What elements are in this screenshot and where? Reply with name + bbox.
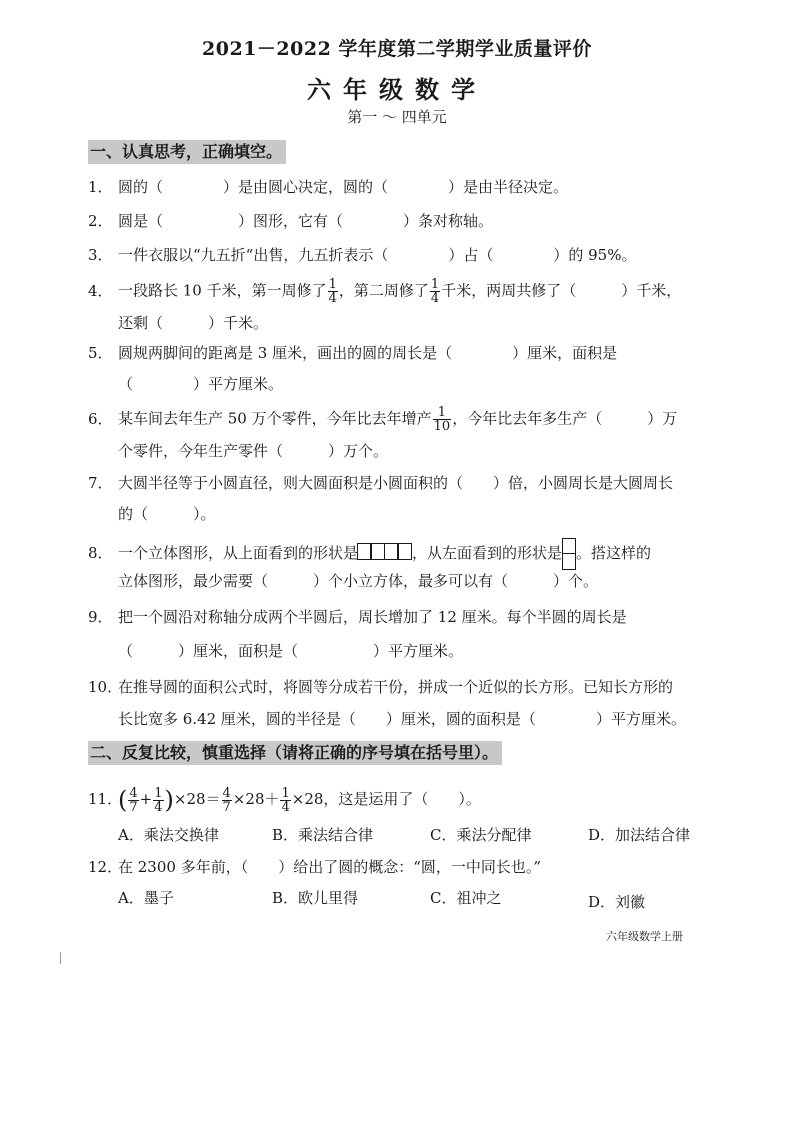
fraction-numerator: 1: [281, 785, 290, 801]
question-text: ，第二周修了: [338, 281, 429, 300]
question-text: 。搭这样的: [576, 544, 652, 562]
question-number: 4．: [88, 281, 113, 300]
fraction: [128, 787, 138, 814]
question-text: 圆规两脚间的距离是 3 厘米，画出的圆的周长是（ ）厘米，面积是: [118, 344, 618, 362]
question-9-line-2: （ ）厘米，面积是（ ）平方厘米。: [118, 642, 464, 660]
right-paren: ): [164, 786, 174, 814]
question-2: [88, 210, 708, 232]
q12-option-b: B．欧儿里得: [272, 889, 359, 907]
question-number: 8．: [88, 544, 113, 562]
fraction: [222, 787, 232, 814]
fraction-numerator: 1: [430, 277, 440, 292]
question-text: ，今年比去年多生产（ ）万: [452, 409, 678, 428]
fraction-numerator: 4: [129, 785, 138, 801]
fraction: [280, 787, 290, 814]
question-11: [88, 784, 708, 815]
question-text: 某车间去年生产 50 万个零件，今年比去年增产: [118, 409, 432, 428]
fraction: [328, 278, 338, 305]
question-number: 6．: [88, 409, 113, 428]
top-view-diagram: [358, 543, 412, 566]
question-number: 3．: [88, 246, 113, 264]
question-number: 10．: [88, 678, 123, 696]
plus-sign: +: [139, 790, 153, 808]
question-text: 圆是（ ）图形，它有（ ）条对称轴。: [118, 212, 494, 230]
q12-option-c: C．祖冲之: [430, 889, 502, 907]
question-3: [88, 244, 708, 266]
question-7: [88, 472, 708, 494]
question-text: ，从左面看到的形状是: [412, 544, 563, 562]
fraction-denominator: 4: [430, 291, 440, 306]
fraction-numerator: 1: [328, 277, 337, 292]
page-footer: 六年级数学上册: [606, 930, 683, 943]
question-4: [88, 278, 708, 305]
q11-option-b: B．乘法结合律: [272, 826, 374, 844]
question-text: 在 2300 多年前，（ ）给出了圆的概念：“圆，一中同长也。”: [118, 858, 542, 876]
question-6-line-2: 个零件，今年生产零件（ ）万个。: [118, 442, 389, 460]
q11-option-a: A．乘法交换律: [118, 826, 219, 844]
question-text: 把一个圆沿对称轴分成两个半圆后，周长增加了 12 厘米。每个半圆的周长是: [118, 608, 627, 626]
fraction: [153, 787, 163, 814]
question-number: 1．: [88, 178, 113, 196]
question-number: 12．: [88, 858, 123, 876]
fraction-denominator: 7: [129, 799, 138, 815]
section-1-heading: 一、认真思考，正确填空。: [88, 140, 286, 164]
q11-option-d: D．加法结合律: [588, 826, 691, 844]
question-number: 11．: [88, 790, 123, 808]
question-text: 一段路长 10 千米，第一周修了: [118, 281, 327, 300]
question-number: 7．: [88, 474, 113, 492]
scan-margin-mark: [60, 952, 61, 964]
question-number: 5．: [88, 344, 113, 362]
fraction-denominator: 4: [154, 799, 163, 815]
fraction-numerator: 4: [222, 785, 231, 801]
fraction-denominator: 4: [281, 799, 290, 815]
question-number: 9．: [88, 608, 113, 626]
question-text: 大圆半径等于小圆直径，则大圆面积是小圆面积的（ ）倍，小圆周长是大圆周长: [118, 474, 674, 492]
left-paren: (: [118, 786, 128, 814]
question-6: [88, 406, 708, 433]
question-number: 2．: [88, 212, 113, 230]
question-text: 一件衣服以“九五折“出售，九五折表示（ ）占（ ）的 95%。: [118, 246, 637, 264]
q12-option-d: D．刘徽: [588, 893, 646, 911]
fraction: [430, 278, 440, 305]
question-5: [88, 342, 708, 364]
page-title: 2021－2022 学年度第二学期学业质量评价: [202, 38, 592, 60]
unit-range: 第一 ～ 四单元: [347, 108, 447, 126]
question-text: ×28＋: [232, 790, 280, 808]
fraction: [433, 406, 452, 433]
fraction-denominator: 4: [328, 291, 337, 306]
side-view-diagram: [562, 538, 576, 570]
question-8: [88, 538, 708, 570]
question-10: [88, 676, 708, 698]
section-2-heading: 二、反复比较，慎重选择（请将正确的序号填在括号里）。: [88, 741, 502, 765]
question-8-line-2: 立体图形，最少需要（ ）个小立方体，最多可以有（ ）个。: [118, 572, 599, 590]
fraction-denominator: 7: [222, 799, 231, 815]
question-1: [88, 176, 708, 198]
fraction-numerator: 1: [154, 785, 163, 801]
question-text: ×28，这是运用了（ ）。: [291, 790, 481, 808]
page-subtitle: 六年级数学: [307, 75, 487, 104]
question-text: 一个立体图形，从上面看到的形状是: [118, 544, 359, 562]
question-text: 在推导圆的面积公式时，将圆等分成若干份，拼成一个近似的长方形。已知长方形的: [118, 678, 674, 696]
question-12: [88, 856, 708, 878]
fraction-numerator: 1: [433, 406, 452, 420]
q12-option-a: A．墨子: [118, 889, 174, 907]
question-7-line-2: 的（ ）。: [118, 505, 216, 523]
question-text: 千米，两周共修了（ ）千米，: [441, 281, 682, 300]
question-9: [88, 606, 708, 628]
question-10-line-2: 长比宽多 6.42 厘米，圆的半径是（ ）厘米，圆的面积是（ ）平方厘米。: [118, 710, 686, 728]
fraction-denominator: 10: [433, 419, 451, 434]
question-text: 圆的（ ）是由圆心决定，圆的（ ）是由半径决定。: [118, 178, 569, 196]
question-5-line-2: （ ）平方厘米。: [118, 375, 284, 393]
question-text: ×28＝: [173, 790, 221, 808]
question-4-line-2: 还剩（ ）千米。: [118, 314, 269, 332]
q11-option-c: C．乘法分配律: [430, 826, 532, 844]
